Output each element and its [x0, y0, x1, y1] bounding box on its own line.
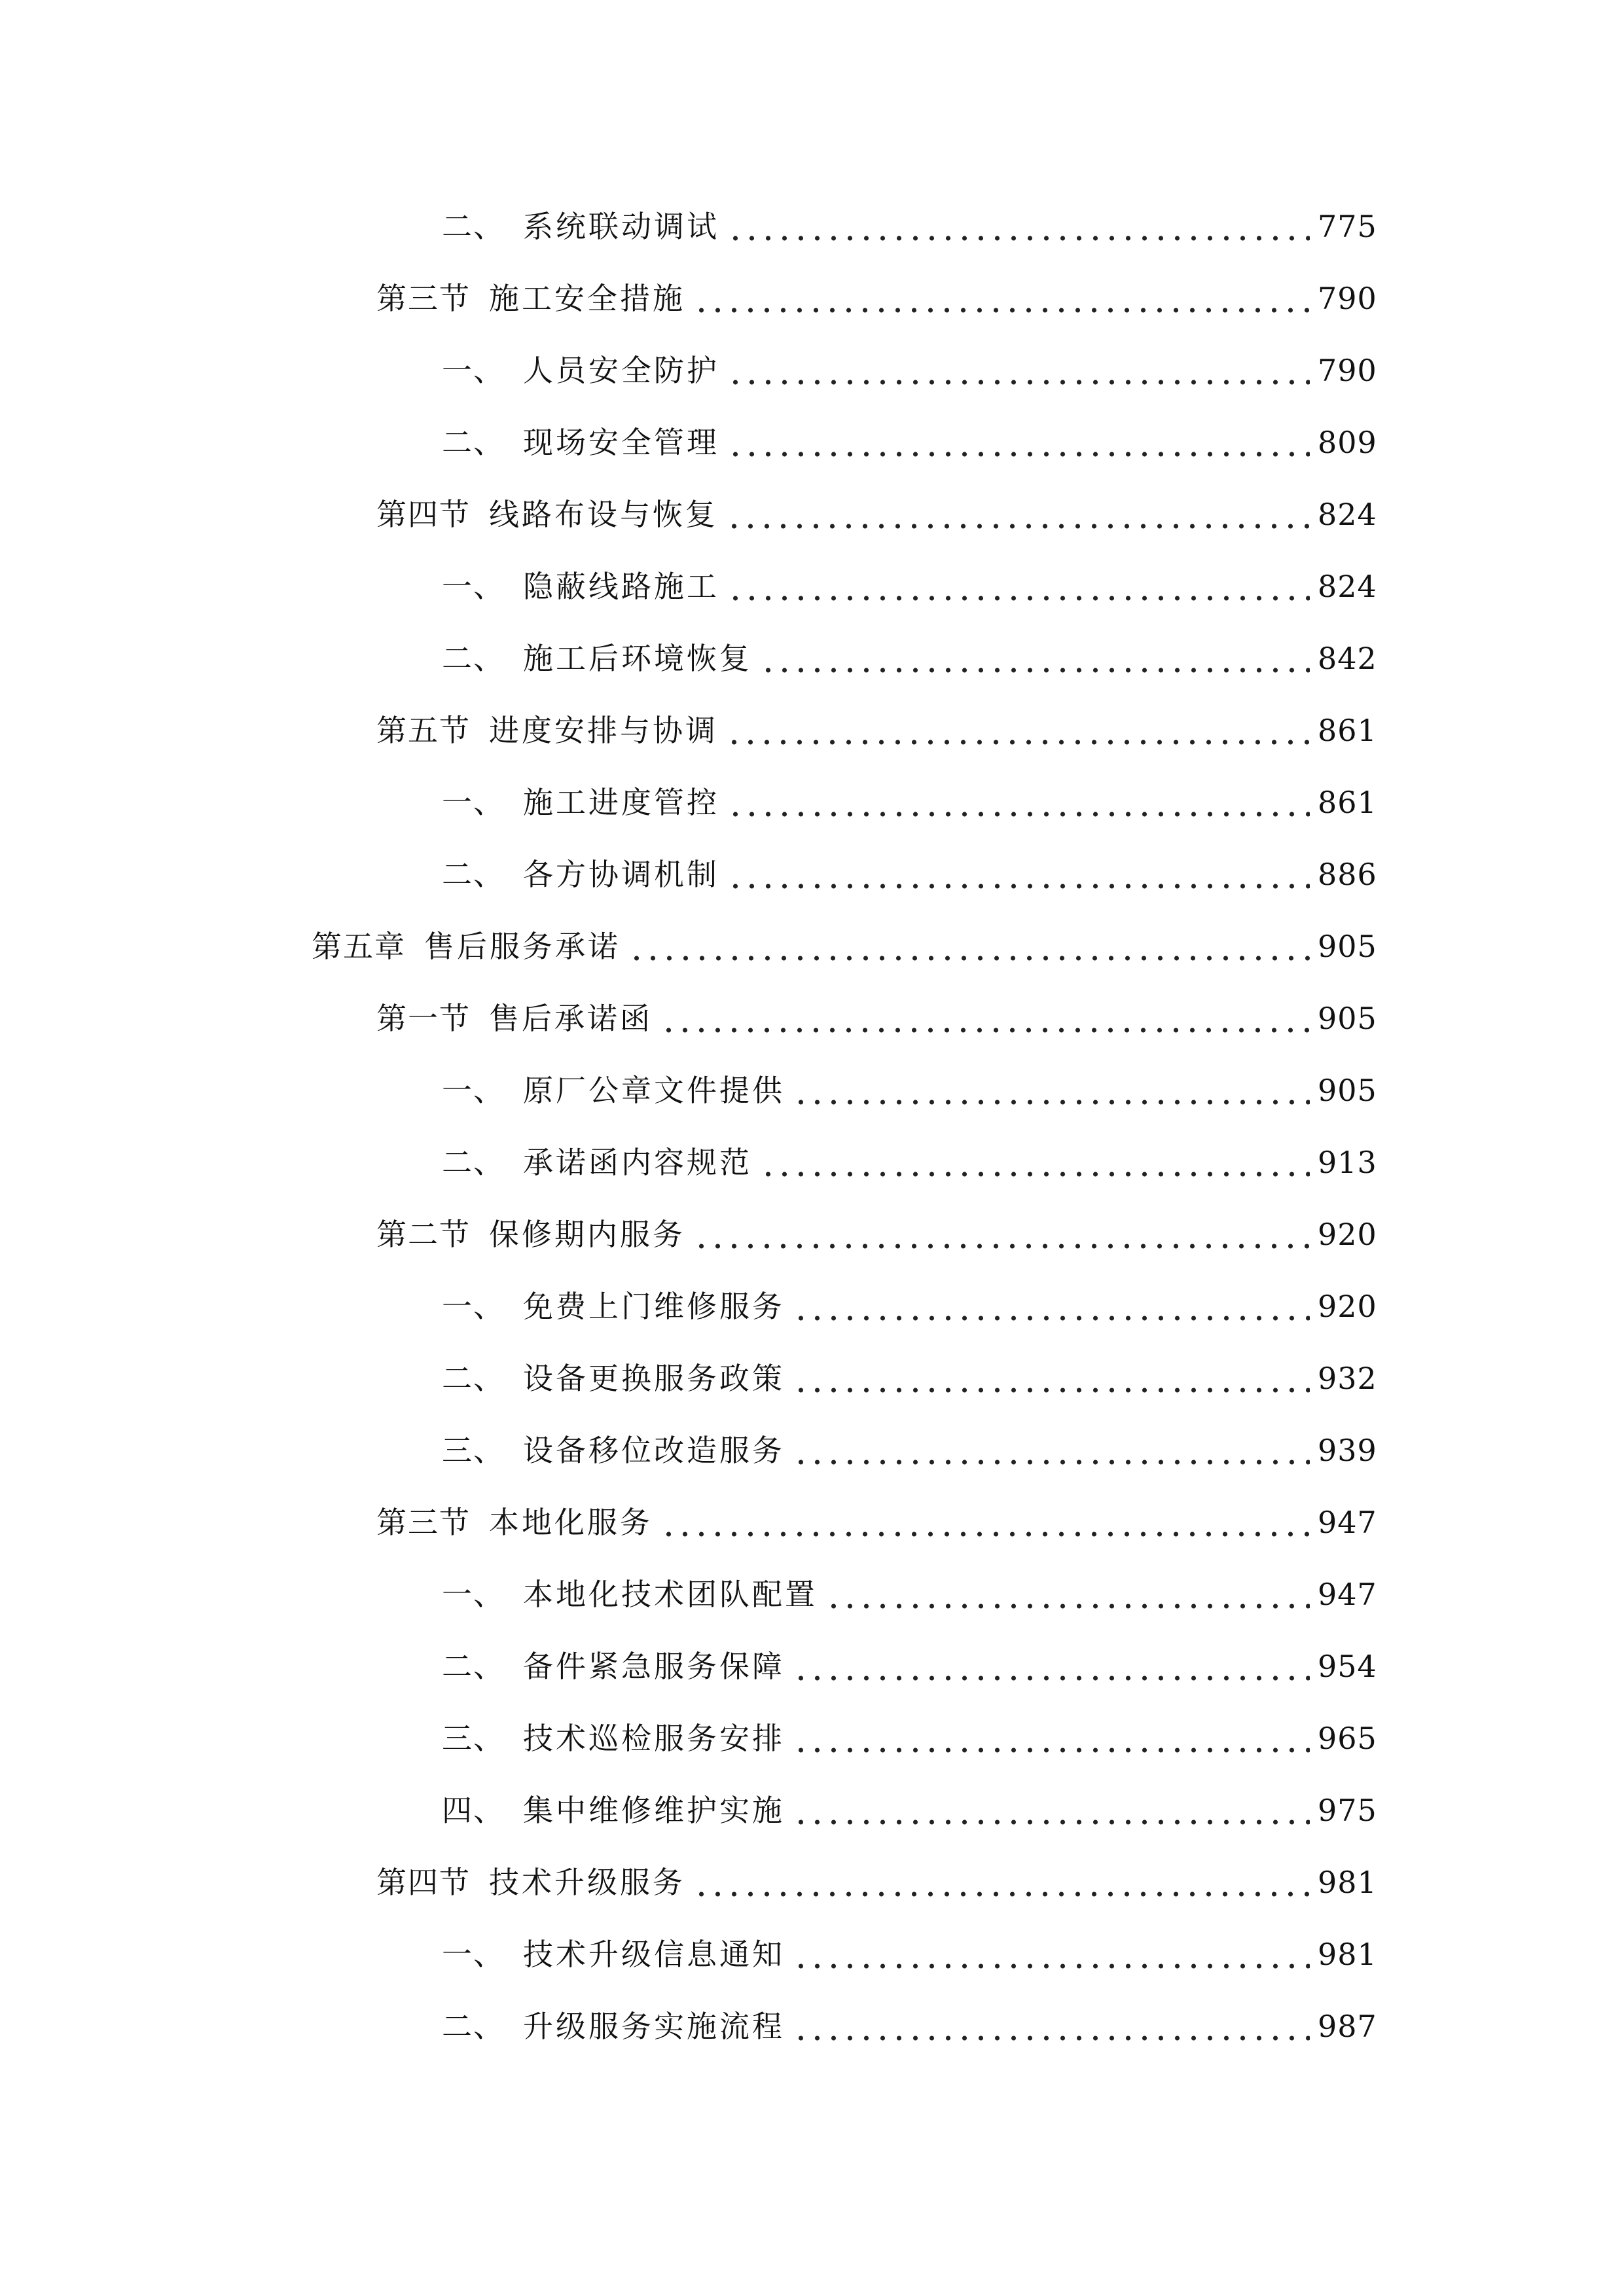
- toc-entry[interactable]: [442, 1346, 1377, 1398]
- toc-entry[interactable]: [442, 1994, 1377, 2046]
- dot-leader: [726, 495, 1310, 534]
- toc-entry-number: 二、: [442, 641, 505, 676]
- toc-entry-page: 939: [1318, 1433, 1377, 1468]
- toc-entry-number: 一、: [442, 1937, 505, 1972]
- toc-entry[interactable]: [442, 554, 1377, 606]
- toc-entry-title: 售后承诺函: [489, 1001, 653, 1036]
- toc-entry[interactable]: [442, 1274, 1377, 1326]
- dot-leader: [727, 351, 1310, 390]
- toc-entry-number: 二、: [442, 209, 505, 244]
- dot-leader: [793, 1071, 1310, 1110]
- toc-entry-number: 三、: [442, 1721, 505, 1756]
- dot-leader: [793, 1791, 1310, 1830]
- toc-entry-number: 第四节: [376, 497, 471, 532]
- dot-leader: [693, 279, 1310, 318]
- toc-entry-number: 三、: [442, 1433, 505, 1468]
- toc-entry-number: 第二节: [376, 1217, 471, 1252]
- toc-entry-page: 905: [1318, 929, 1377, 964]
- dot-leader: [793, 1431, 1310, 1470]
- toc-entry[interactable]: [442, 1778, 1377, 1830]
- toc-entry[interactable]: [442, 842, 1377, 894]
- dot-leader: [727, 783, 1310, 822]
- toc-entry-number: 二、: [442, 425, 505, 460]
- toc-entry-page: 920: [1318, 1289, 1377, 1324]
- toc-entry-title: 施工进度管控: [523, 785, 719, 820]
- toc-entry-page: 965: [1318, 1721, 1377, 1756]
- toc-entry-title: 各方协调机制: [523, 857, 719, 892]
- toc-entry-number: 一、: [442, 353, 505, 388]
- dot-leader: [628, 927, 1310, 966]
- toc-entry[interactable]: [442, 1922, 1377, 1974]
- dot-leader: [726, 711, 1310, 750]
- toc-entry-title: 售后服务承诺: [424, 929, 621, 964]
- dot-leader: [693, 1215, 1310, 1254]
- dot-leader: [660, 999, 1310, 1038]
- toc-entry-page: 913: [1318, 1145, 1377, 1180]
- toc-entry-title: 现场安全管理: [523, 425, 719, 460]
- dot-leader: [727, 855, 1310, 894]
- toc-entry-page: 947: [1318, 1505, 1377, 1540]
- toc-entry[interactable]: [442, 1418, 1377, 1470]
- toc-entry-title: 保修期内服务: [489, 1217, 685, 1252]
- toc-entry-number: 二、: [442, 1649, 505, 1684]
- toc-entry[interactable]: [442, 1634, 1377, 1686]
- toc-entry[interactable]: [376, 986, 1377, 1038]
- toc-entry-page: 775: [1318, 209, 1377, 244]
- toc-entry-number: 四、: [442, 1793, 505, 1828]
- toc-entry[interactable]: [376, 698, 1377, 750]
- toc-entry-title: 原厂公章文件提供: [523, 1073, 785, 1108]
- toc-entry[interactable]: [442, 626, 1377, 678]
- toc-entry[interactable]: [442, 1130, 1377, 1182]
- toc-entry-number: 一、: [442, 1289, 505, 1324]
- toc-entry-number: 二、: [442, 1145, 505, 1180]
- toc-entry[interactable]: [376, 1850, 1377, 1902]
- toc-entry-title: 本地化服务: [489, 1505, 653, 1540]
- toc-entry[interactable]: [442, 1706, 1377, 1758]
- dot-leader: [727, 423, 1310, 462]
- dot-leader: [760, 639, 1310, 678]
- toc-entry-title: 施工安全措施: [489, 281, 685, 316]
- toc-entry-page: 905: [1318, 1073, 1377, 1108]
- toc-entry[interactable]: [442, 410, 1377, 462]
- toc-entry-page: 861: [1318, 785, 1377, 820]
- toc-entry-page: 905: [1318, 1001, 1377, 1036]
- dot-leader: [793, 1719, 1310, 1758]
- dot-leader: [793, 1647, 1310, 1686]
- toc-entry[interactable]: [376, 1490, 1377, 1542]
- toc-entry-page: 981: [1318, 1937, 1377, 1972]
- toc-entry-title: 集中维修维护实施: [523, 1793, 785, 1828]
- toc-entry[interactable]: [442, 770, 1377, 822]
- toc-entry-number: 第一节: [376, 1001, 471, 1036]
- toc-entry-page: 987: [1318, 2009, 1377, 2044]
- dot-leader: [660, 1503, 1310, 1542]
- toc-entry-number: 二、: [442, 1361, 505, 1396]
- dot-leader: [793, 2007, 1310, 2046]
- toc-entry-title: 人员安全防护: [523, 353, 719, 388]
- toc-entry-title: 升级服务实施流程: [523, 2009, 785, 2044]
- toc-entry-number: 二、: [442, 857, 505, 892]
- dot-leader: [727, 207, 1310, 246]
- toc-entry-title: 设备移位改造服务: [523, 1433, 785, 1468]
- toc-entry-title: 设备更换服务政策: [523, 1361, 785, 1396]
- toc-entry-title: 施工后环境恢复: [523, 641, 752, 676]
- toc-entry-title: 本地化技术团队配置: [523, 1577, 818, 1612]
- dot-leader: [793, 1287, 1310, 1326]
- toc-entry-page: 975: [1318, 1793, 1377, 1828]
- toc-entry-title: 系统联动调试: [523, 209, 719, 244]
- toc-entry-title: 线路布设与恢复: [489, 497, 718, 532]
- toc-entry-page: 954: [1318, 1649, 1377, 1684]
- toc-entry-number: 一、: [442, 785, 505, 820]
- toc-entry-title: 技术升级信息通知: [523, 1937, 785, 1972]
- dot-leader: [693, 1863, 1310, 1902]
- toc-entry-number: 第五章: [312, 929, 406, 964]
- toc-entry-title: 技术巡检服务安排: [523, 1721, 785, 1756]
- toc-entry-page: 824: [1318, 569, 1377, 604]
- toc-entry[interactable]: [442, 1562, 1377, 1614]
- toc-entry[interactable]: [312, 914, 1377, 966]
- toc-entry-page: 861: [1318, 713, 1377, 748]
- toc-entry[interactable]: [376, 266, 1377, 318]
- toc-entry-page: 790: [1318, 281, 1377, 316]
- dot-leader: [793, 1935, 1310, 1974]
- dot-leader: [727, 567, 1310, 606]
- toc-entry-page: 809: [1318, 425, 1377, 460]
- toc-entry-page: 981: [1318, 1865, 1377, 1900]
- toc-entry-title: 承诺函内容规范: [523, 1145, 752, 1180]
- toc-entry-number: 二、: [442, 2009, 505, 2044]
- toc-entry-title: 技术升级服务: [489, 1865, 685, 1900]
- toc-entry[interactable]: [442, 338, 1377, 390]
- dot-leader: [793, 1359, 1310, 1398]
- dot-leader: [825, 1575, 1310, 1614]
- toc-entry-number: 一、: [442, 1073, 505, 1108]
- toc-entry-number: 一、: [442, 1577, 505, 1612]
- toc-entry-title: 进度安排与协调: [489, 713, 718, 748]
- toc-entry-page: 790: [1318, 353, 1377, 388]
- toc-entry-number: 第五节: [376, 713, 471, 748]
- toc-entry-title: 备件紧急服务保障: [523, 1649, 785, 1684]
- toc-entry-page: 932: [1318, 1361, 1377, 1396]
- toc-entry-page: 920: [1318, 1217, 1377, 1252]
- toc-entry[interactable]: [376, 1202, 1377, 1254]
- toc-entry[interactable]: [376, 482, 1377, 534]
- toc-entry-number: 一、: [442, 569, 505, 604]
- toc-entry-title: 隐蔽线路施工: [523, 569, 719, 604]
- toc-entry-title: 免费上门维修服务: [523, 1289, 785, 1324]
- dot-leader: [760, 1143, 1310, 1182]
- toc-entry-number: 第三节: [376, 1505, 471, 1540]
- toc-entry-number: 第三节: [376, 281, 471, 316]
- toc-entry[interactable]: [442, 1058, 1377, 1110]
- toc-entry-page: 842: [1318, 641, 1377, 676]
- toc-entry-page: 886: [1318, 857, 1377, 892]
- toc-entry-page: 947: [1318, 1577, 1377, 1612]
- toc-entry-page: 824: [1318, 497, 1377, 532]
- toc-entry-number: 第四节: [376, 1865, 471, 1900]
- toc-entry[interactable]: [442, 194, 1377, 246]
